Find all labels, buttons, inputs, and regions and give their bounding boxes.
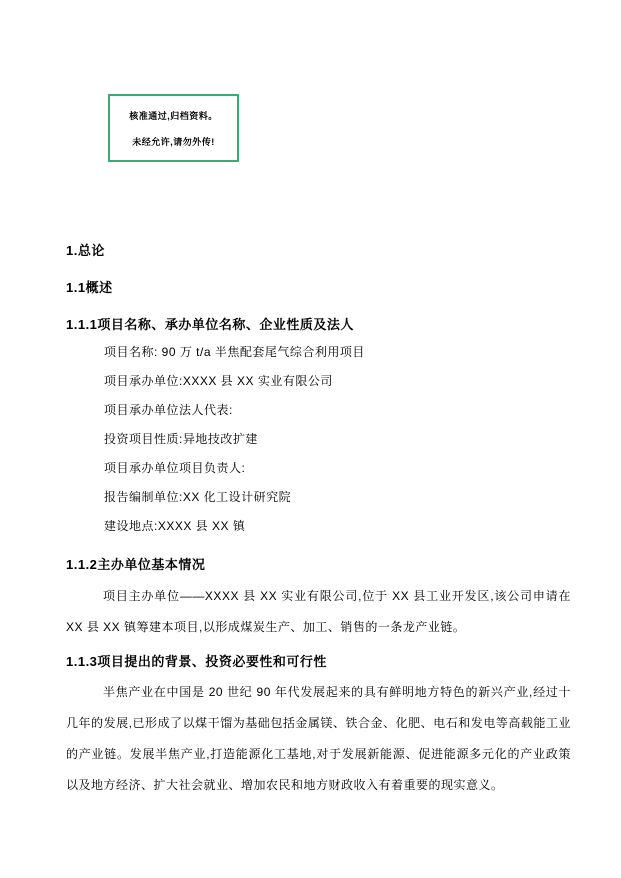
section-heading-1: 1.总论 [66,243,105,258]
section-heading-1-1-3: 1.1.3项目提出的背景、投资必要性和可行性 [66,654,327,669]
info-line-location: 建设地点:XXXX 县 XX 镇 [104,519,246,533]
info-line-project-leader: 项目承办单位项目负责人: [104,461,246,475]
approval-stamp-box [108,94,239,162]
paragraph-sponsor-info: 项目主办单位——XXXX 县 XX 实业有限公司,位于 XX 县工业开发区,该公司申请在 XX 县 XX 镇筹建本项目,以形成煤炭生产、加工、销售的一条龙产业链。 [66,589,571,634]
section-heading-1-1: 1.1概述 [66,280,113,295]
info-line-project-name: 项目名称: 90 万 t/a 半焦配套尾气综合利用项目 [104,345,365,359]
info-line-report-unit: 报告编制单位:XX 化工设计研究院 [104,490,292,504]
info-line-project-nature: 投资项目性质:异地技改扩建 [104,432,258,446]
document-body [66,242,571,801]
paragraph-background: 半焦产业在中国是 20 世纪 90 年代发展起来的具有鲜明地方特色的新兴产业,经过十几年的发展,已形成了以煤干馏为基础包括金属镁、铁合金、化肥、电石和发电等高载能工业的产业链。发展半焦产业,打造能源化工基地,对于发展新能源、促进能源多元化的产业政策以及地方经济、扩大社会就业、增加农民和地方财政收入有着重要的现实意义。 [66,685,571,792]
info-line-legal-rep: 项目承办单位法人代表: [104,403,233,417]
stamp-line-2: 未经允许,请勿外传! [132,136,215,147]
info-line-undertaker: 项目承办单位:XXXX 县 XX 实业有限公司 [104,374,333,388]
section-heading-1-1-1: 1.1.1项目名称、承办单位名称、企业性质及法人 [66,317,354,332]
stamp-line-1: 核准通过,归档资料。 [129,110,218,121]
section-heading-1-1-2: 1.1.2主办单位基本情况 [66,557,206,572]
